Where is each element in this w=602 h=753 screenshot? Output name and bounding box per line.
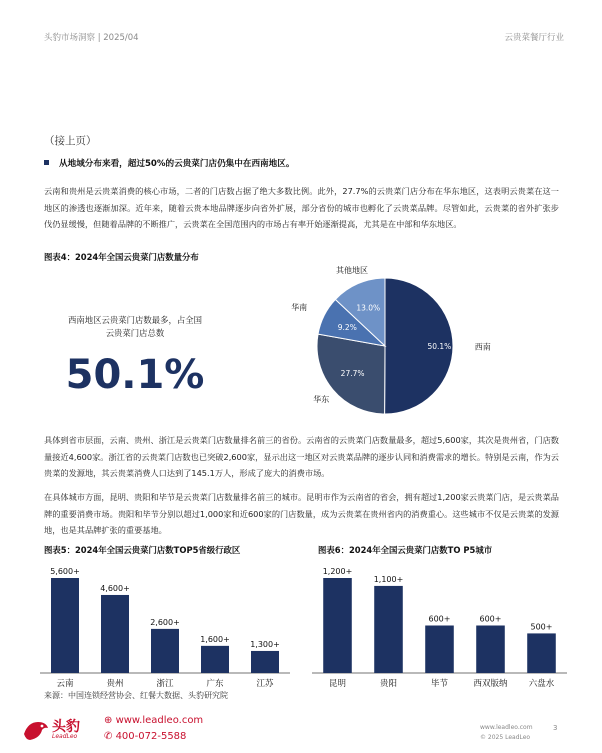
pie-value-label: 50.1% [427, 342, 452, 352]
bar [151, 629, 179, 673]
bar-category-label: 毕节 [430, 679, 449, 689]
bar-category-label: 昆明 [328, 679, 347, 689]
figure6-title: 图表6：2024年全国云贵菜门店数TO P5城市 [318, 545, 493, 555]
paragraph-2: 具体到省市层面，云南、贵州、浙江是云贵菜门店数量排名前三的省份。云南省的云贵菜门店数量最多，超过5,600家，其次是贵州省，门店数量接近4,600家。浙江省的云贵菜门店数也已突破2,600家，显示出这一地区对云贵菜品牌的逐步认同和消费需求的增长。特别是云南，作为云贵菜的发源地，其云贵菜消费人口达到了145.1万人，形成了庞大的消费市场。 [44, 435, 559, 478]
bar [527, 633, 556, 673]
bar [374, 586, 403, 673]
figure5-title: 图表5：2024年全国云贵菜门店数TOP5省级行政区 [44, 545, 241, 555]
bar [251, 651, 279, 673]
continued-label: （接上页） [44, 135, 97, 147]
bar-category-label: 六盘水 [528, 679, 555, 689]
figure4-title: 图表4：2024年全国云贵菜门店数量分布 [44, 252, 199, 262]
bar-data-label: 500+ [530, 622, 553, 632]
bar-data-label: 2,600+ [150, 617, 180, 627]
footer-phone-text: 400-072-5588 [115, 731, 187, 742]
bar-category-label: 贵阳 [379, 679, 398, 689]
bar-category-label: 广东 [206, 679, 224, 689]
bar-data-label: 1,600+ [200, 634, 230, 644]
bar-category-label: 贵州 [106, 679, 124, 689]
key-bullet [44, 157, 294, 169]
bar-data-label: 600+ [479, 614, 502, 624]
key-bullet-text: 从地域分布来看，超过50%的云贵菜门店仍集中在西南地区。 [59, 159, 295, 169]
bar [51, 578, 79, 673]
header-right: 云贵菜餐厅行业 [504, 33, 564, 43]
pie-value-label: 27.7% [340, 368, 365, 378]
bar [201, 646, 229, 673]
bullet-square-icon [44, 160, 49, 165]
bar-category-label: 西双版纳 [473, 679, 508, 689]
footer-website[interactable] [104, 715, 203, 726]
bar-data-label: 5,600+ [50, 567, 80, 576]
bar-category-label: 云南 [56, 679, 74, 689]
city-bar-chart [312, 560, 567, 690]
footer-right-url: www.leadleo.com [480, 724, 533, 731]
province-bar-chart [40, 560, 290, 690]
bar-data-label: 4,600+ [100, 583, 130, 593]
page-number: 3 [553, 724, 558, 732]
footer-copyright: © 2025 LeadLeo [480, 734, 531, 741]
figure4-note: 西南地区云贵菜门店数最多，占全国云贵菜门店总数 [68, 315, 202, 338]
pie-category-label: 西南 [474, 342, 491, 352]
globe-icon: ⊕ [104, 715, 116, 726]
bar-data-label: 1,100+ [373, 574, 404, 584]
pie-category-label: 其他地区 [336, 265, 369, 275]
pie-value-label: 13.0% [356, 303, 381, 313]
paragraph-3: 在具体城市方面，昆明、贵阳和毕节是云贵菜门店数量排名前三的城市。昆明市作为云南省的省会，拥有超过1,200家云贵菜门店，是云贵菜品牌的重要消费市场。贵阳和毕节分别以超过1,000家和近600家的门店数量，成为云贵菜在贵州省内的消费重心。这些城市不仅是云贵菜的发源地，也是其品牌扩张的重要基地。 [44, 492, 559, 535]
bar-category-label: 浙江 [156, 679, 174, 689]
footer-logo-sub: LeadLeo [52, 733, 78, 740]
footer-phone [104, 731, 186, 742]
bar-data-label: 1,200+ [322, 567, 353, 576]
pie-value-label: 9.2% [337, 323, 357, 333]
source-note: 来源：中国连锁经营协会、红餐大数据、头豹研究院 [44, 691, 228, 700]
leopard-logo-icon [22, 716, 50, 742]
pie-category-label: 华东 [313, 395, 330, 405]
phone-icon: ✆ [104, 731, 116, 742]
bar [101, 595, 129, 673]
footer-website-text[interactable]: www.leadleo.com [115, 715, 204, 726]
bar-data-label: 600+ [428, 614, 451, 624]
bar-category-label: 江苏 [256, 679, 274, 689]
bar [476, 626, 505, 674]
header-left: 头豹市场洞察 | 2025/04 [44, 33, 139, 43]
pie-category-label: 华南 [291, 302, 308, 312]
footer-logo-text: 头豹 [52, 719, 80, 735]
paragraph-1: 云南和贵州是云贵菜消费的核心市场，二者的门店数占据了绝大多数比例。此外，27.7%的云贵菜门店分布在华东地区，这表明云贵菜在这一地区的渗透也逐渐加深。近年来，随着云贵本地品牌逐步向省外扩展，部分省份的城市也孵化了云贵菜品牌。尽管如此，云贵菜的省外扩张步伐仍显缓慢，但随着品牌的不断推广，云贵菜在全国范围内的市场占有率开始逐渐提高，尤其是在中部和华东地区。 [44, 186, 559, 229]
figure4-highlight: 50.1% [65, 352, 205, 398]
bar-data-label: 1,300+ [250, 639, 280, 649]
region-pie-chart [270, 260, 510, 430]
bar [425, 626, 454, 674]
bar [323, 578, 352, 673]
